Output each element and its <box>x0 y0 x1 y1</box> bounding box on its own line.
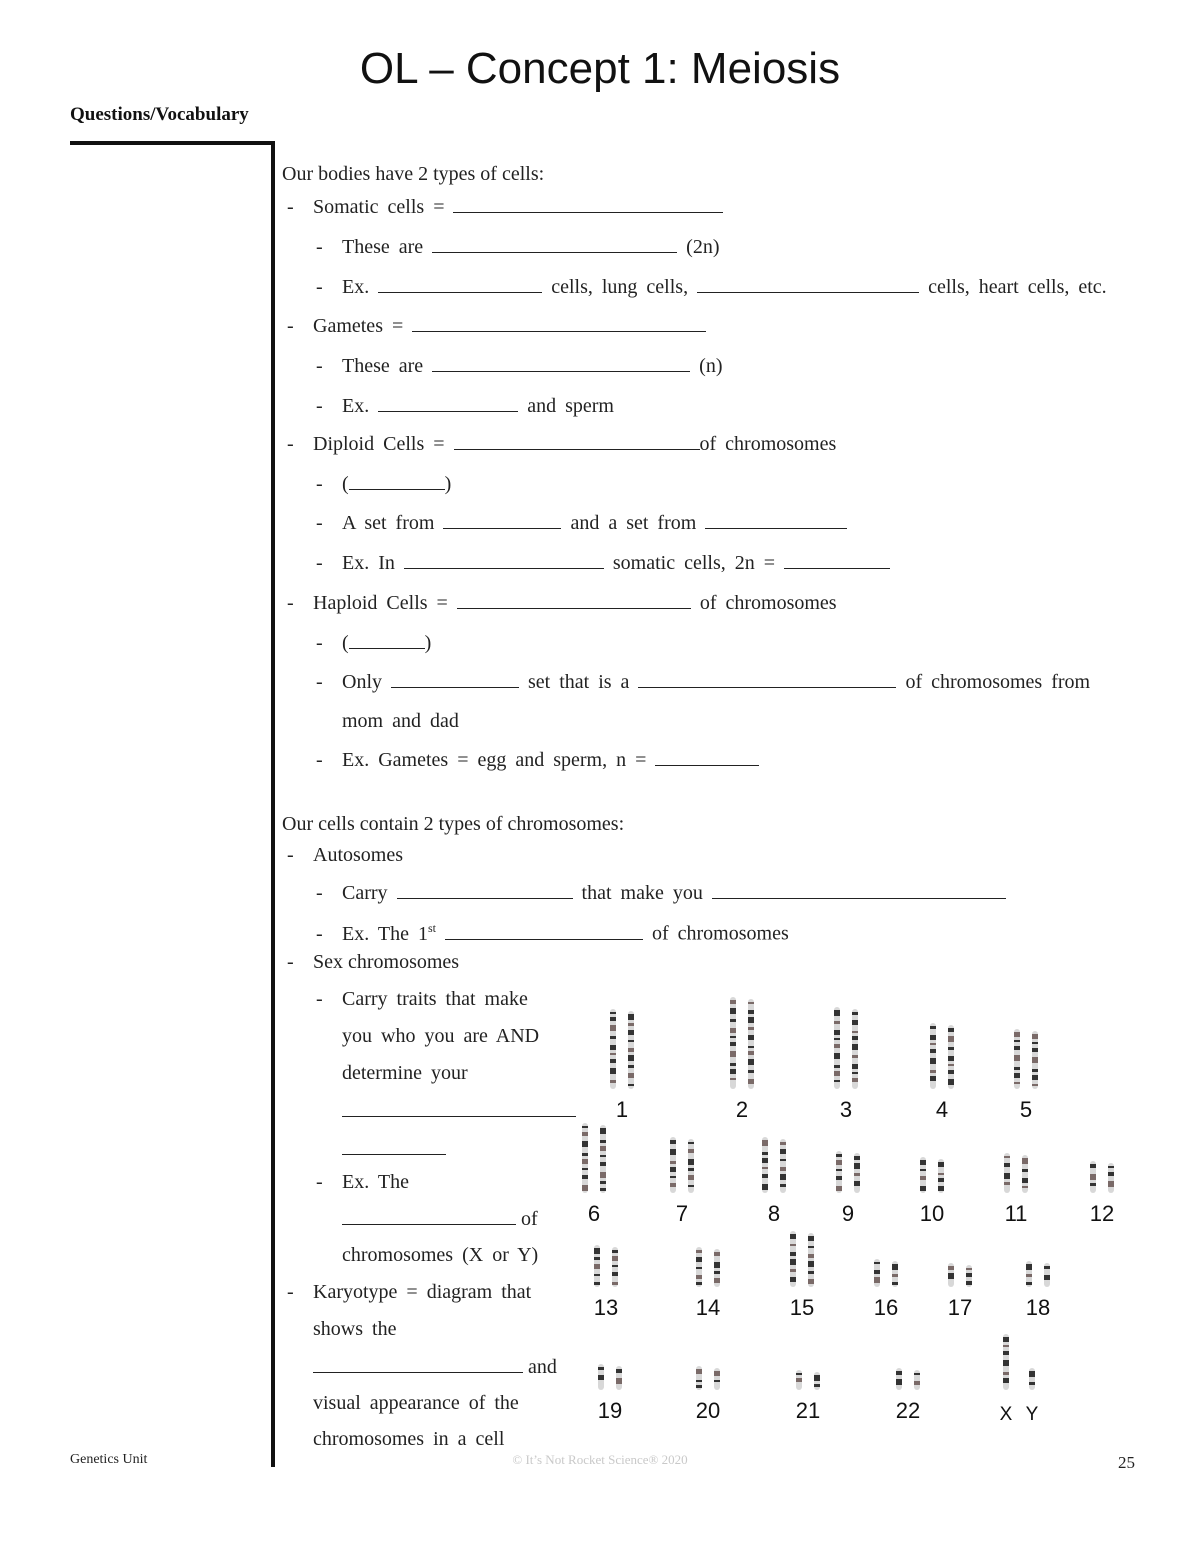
chromosome-2-b <box>748 999 754 1089</box>
chromosome-label-13: 13 <box>593 1295 619 1320</box>
blank[interactable] <box>697 274 919 293</box>
sex-chromosome-label-x: X <box>999 1404 1013 1425</box>
chromosome-13-b <box>612 1247 618 1287</box>
chromosome-8-a <box>762 1137 768 1193</box>
chromosome-9-b <box>854 1153 860 1193</box>
chromosome-12-a <box>1090 1161 1096 1193</box>
gametes-line: - Gametes = <box>287 313 706 338</box>
somatic-these-line: - These are (2n) <box>316 236 720 258</box>
chromosome-label-3: 3 <box>839 1097 853 1122</box>
haploid-only-line: - Only set that is a of chromosomes from <box>316 671 1091 693</box>
blank[interactable] <box>638 669 896 688</box>
chromosome-label-17: 17 <box>947 1295 973 1320</box>
sex-carry-line-2: you who you are AND <box>342 1025 540 1047</box>
autosomes-line: - Autosomes <box>287 844 403 866</box>
chromosome-14-b <box>714 1249 720 1287</box>
karyotype-blank-line: and <box>313 1354 557 1379</box>
sex-ex-blank-line: of <box>342 1206 538 1231</box>
chromosome-label-19: 19 <box>597 1398 623 1423</box>
sex-ex-line: - Ex. The <box>316 1171 409 1193</box>
chromosome-18-b <box>1044 1263 1050 1287</box>
chromosome-label-20: 20 <box>695 1398 721 1423</box>
blank[interactable] <box>349 630 425 649</box>
chromosome-21-b <box>814 1372 820 1390</box>
chromosome-7-a <box>670 1137 676 1193</box>
chromosome-x <box>1003 1334 1009 1390</box>
chromosome-label-8: 8 <box>767 1201 781 1226</box>
blank[interactable] <box>443 510 561 529</box>
karyotype-line-2: shows the <box>313 1318 397 1340</box>
haploid-only-cont: mom and dad <box>342 710 459 732</box>
chromosome-label-16: 16 <box>873 1295 899 1320</box>
blank[interactable] <box>378 393 518 412</box>
chromosome-17-a <box>948 1263 954 1287</box>
questions-vocabulary-header: Questions/Vocabulary <box>70 104 249 125</box>
chromosome-7-b <box>688 1139 694 1193</box>
header-rule <box>70 141 275 145</box>
chromosome-label-1: 1 <box>615 1097 629 1122</box>
chromosome-5-a <box>1014 1029 1020 1089</box>
chromosome-11-a <box>1004 1153 1010 1193</box>
chromosome-15-b <box>808 1233 814 1287</box>
blank[interactable] <box>457 590 691 609</box>
chromosome-1-b <box>628 1011 634 1089</box>
autosomes-ex-line: - Ex. The 1st of chromosomes <box>316 921 789 945</box>
footer-unit: Genetics Unit <box>70 1452 148 1467</box>
blank[interactable] <box>412 313 706 332</box>
autosomes-carry-line: - Carry that make you <box>316 880 1006 905</box>
blank[interactable] <box>378 274 542 293</box>
gametes-these-line: - These are (n) <box>316 355 723 377</box>
cells-intro: Our bodies have 2 types of cells: <box>282 163 545 185</box>
chromosome-label-15: 15 <box>789 1295 815 1320</box>
chromosome-22-b <box>914 1370 920 1390</box>
chromosome-label-14: 14 <box>695 1295 721 1320</box>
chromosome-4-b <box>948 1025 954 1089</box>
chromosome-20-b <box>714 1368 720 1390</box>
chromosome-label-11: 11 <box>1004 1201 1028 1226</box>
haploid-paren-line: - ( ) <box>316 632 432 654</box>
sex-carry-blank-1 <box>342 1098 576 1123</box>
page-title: OL – Concept 1: Meiosis <box>359 44 841 93</box>
sex-carry-blank-2 <box>342 1136 446 1161</box>
somatic-line: - Somatic cells = <box>287 194 723 219</box>
sex-chromosome-label-y: Y <box>1025 1404 1039 1425</box>
chromosome-20-a <box>696 1366 702 1390</box>
blank[interactable] <box>397 880 573 899</box>
blank[interactable] <box>655 747 759 766</box>
chromosome-10-b <box>938 1159 944 1193</box>
chromosome-label-12: 12 <box>1089 1201 1115 1226</box>
chromosome-5-b <box>1032 1031 1038 1089</box>
chromosome-14-a <box>696 1247 702 1287</box>
chromosome-16-b <box>892 1261 898 1287</box>
chromosome-6-a <box>582 1123 588 1193</box>
sex-ex-xy-line: chromosomes (X or Y) <box>342 1244 539 1266</box>
chromosomes-intro: Our cells contain 2 types of chromosomes: <box>282 813 625 835</box>
blank[interactable] <box>453 194 723 213</box>
chromosome-label-9: 9 <box>841 1201 855 1226</box>
blank[interactable] <box>445 921 643 940</box>
gametes-ex-line: - Ex. and sperm <box>316 395 614 417</box>
chromosome-11-b <box>1022 1155 1028 1193</box>
chromosome-label-6: 6 <box>587 1201 601 1226</box>
chromosome-9-a <box>836 1151 842 1193</box>
chromosome-1-a <box>610 1009 616 1089</box>
karyotype-figure <box>560 985 1160 1445</box>
chromosome-4-a <box>930 1023 936 1089</box>
somatic-ex-line: - Ex. cells, lung cells, cells, heart cells, etc. <box>316 276 1107 298</box>
haploid-line: - Haploid Cells = of chromosomes <box>287 592 837 614</box>
diploid-line: - Diploid Cells = of chromosomes <box>287 433 837 455</box>
chromosome-label-2: 2 <box>735 1097 749 1122</box>
blank[interactable] <box>705 510 847 529</box>
chromosome-16-a <box>874 1259 880 1287</box>
sex-carry-line-3: determine your <box>342 1062 468 1084</box>
blank[interactable] <box>432 234 677 253</box>
chromosome-19-a <box>598 1364 604 1390</box>
chromosome-15-a <box>790 1231 796 1287</box>
chromosome-22-a <box>896 1368 902 1390</box>
blank[interactable] <box>784 550 890 569</box>
sex-chromosomes-line: - Sex chromosomes <box>287 951 460 973</box>
column-divider <box>271 141 275 1467</box>
karyotype-line-4: visual appearance of the <box>313 1392 519 1414</box>
chromosome-label-10: 10 <box>919 1201 945 1226</box>
chromosome-12-b <box>1108 1163 1114 1193</box>
chromosome-6-b <box>600 1125 606 1193</box>
diploid-ex-line: - Ex. In somatic cells, 2n = <box>316 550 890 575</box>
chromosome-label-18: 18 <box>1025 1295 1051 1320</box>
blank[interactable] <box>349 471 445 490</box>
chromosome-17-b <box>966 1265 972 1287</box>
chromosome-label-22: 22 <box>895 1398 921 1423</box>
blank[interactable] <box>454 431 700 450</box>
chromosome-2-a <box>730 997 736 1089</box>
karyotype-line: - Karyotype = diagram that <box>287 1281 532 1303</box>
blank[interactable] <box>712 880 1006 899</box>
chromosome-y <box>1029 1368 1035 1390</box>
karyotype-line-5: chromosomes in a cell <box>313 1428 505 1450</box>
chromosome-13-a <box>594 1245 600 1287</box>
chromosome-3-a <box>834 1007 840 1089</box>
chromosome-8-b <box>780 1139 786 1193</box>
chromosome-label-5: 5 <box>1019 1097 1033 1122</box>
blank[interactable] <box>432 353 690 372</box>
page-number: 25 <box>1118 1453 1135 1472</box>
chromosome-label-7: 7 <box>675 1201 689 1226</box>
chromosome-3-b <box>852 1009 858 1089</box>
chromosome-18-a <box>1026 1261 1032 1287</box>
chromosome-10-a <box>920 1157 926 1193</box>
diploid-set-line: - A set from and a set from <box>316 510 847 535</box>
chromosome-19-b <box>616 1366 622 1390</box>
blank[interactable] <box>404 550 604 569</box>
chromosome-label-4: 4 <box>935 1097 949 1122</box>
haploid-ex-line: - Ex. Gametes = egg and sperm, n = <box>316 747 759 772</box>
chromosome-21-a <box>796 1370 802 1390</box>
diploid-paren-line: - ( ) <box>316 473 452 495</box>
blank[interactable] <box>391 669 519 688</box>
chromosome-label-21: 21 <box>795 1398 821 1423</box>
footer-copyright: © It’s Not Rocket Science® 2020 <box>512 1452 688 1467</box>
sex-carry-line: - Carry traits that make <box>316 988 528 1010</box>
